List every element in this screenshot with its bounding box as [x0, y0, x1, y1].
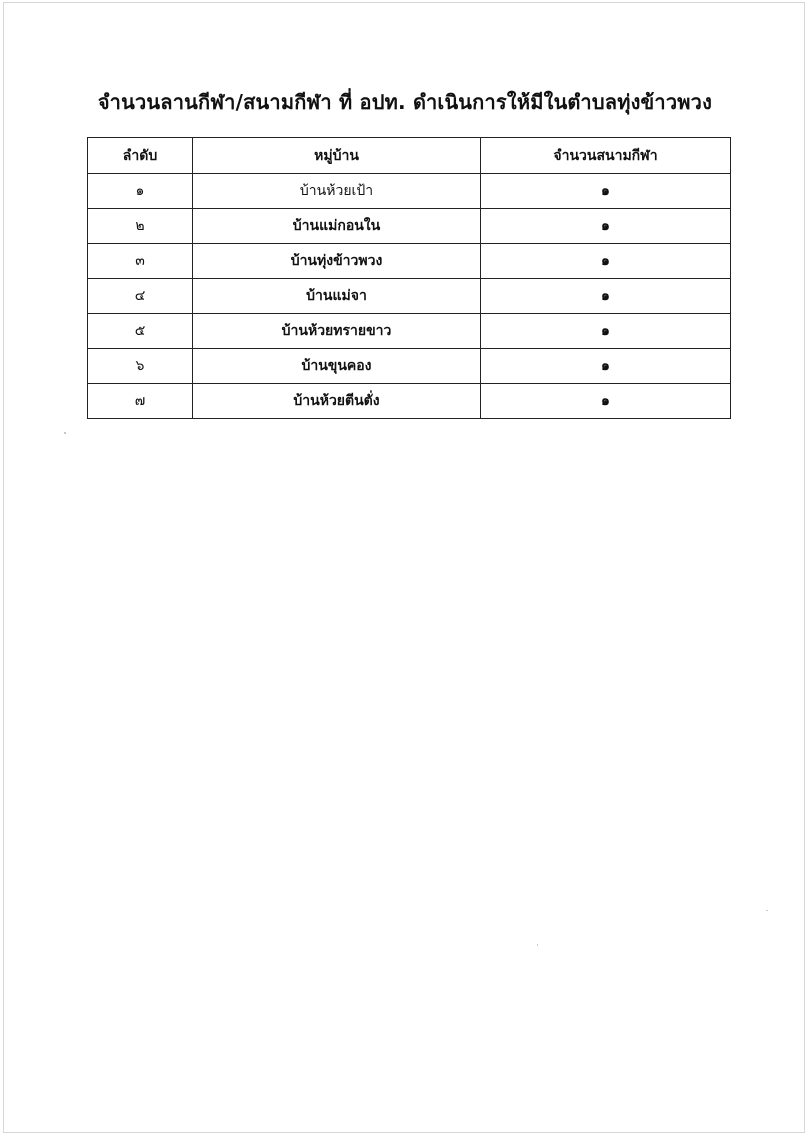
row-count: ๑	[481, 279, 731, 314]
scan-speck	[537, 944, 538, 946]
row-count: ๑	[481, 174, 731, 209]
row-count: ๑	[481, 349, 731, 384]
row-count: ๑	[481, 314, 731, 349]
row-no: ๖	[88, 349, 193, 384]
row-no: ๑	[88, 174, 193, 209]
row-village: บ้านห้วยเป้า	[193, 174, 481, 209]
row-count: ๑	[481, 209, 731, 244]
row-village: บ้านแม่จา	[193, 279, 481, 314]
header-no: ลำดับ	[88, 138, 193, 174]
row-no: ๒	[88, 209, 193, 244]
table-row	[88, 384, 731, 419]
row-count: ๑	[481, 384, 731, 419]
header-village: หมู่บ้าน	[193, 138, 481, 174]
row-no: ๔	[88, 279, 193, 314]
row-no: ๗	[88, 384, 193, 419]
row-count: ๑	[481, 244, 731, 279]
document-title: จำนวนลานกีฬา/สนามกีฬา ที่ อปท. ดำเนินการให้มีในตำบลทุ่งข้าวพวง	[97, 90, 713, 114]
table-row	[88, 244, 731, 279]
header-count: จำนวนสนามกีฬา	[481, 138, 731, 174]
row-no: ๓	[88, 244, 193, 279]
row-village: บ้านห้วยตีนตั่ง	[193, 384, 481, 419]
table-row	[88, 314, 731, 349]
row-village: บ้านขุนคอง	[193, 349, 481, 384]
table-row	[88, 349, 731, 384]
stadium-table	[87, 137, 731, 419]
table-row	[88, 279, 731, 314]
table-row	[88, 209, 731, 244]
row-no: ๕	[88, 314, 193, 349]
table-row	[88, 174, 731, 209]
row-village: บ้านห้วยทรายขาว	[193, 314, 481, 349]
scan-speck	[766, 910, 768, 911]
table-header-row	[88, 138, 731, 174]
scan-speck	[64, 432, 66, 434]
row-village: บ้านทุ่งข้าวพวง	[193, 244, 481, 279]
row-village: บ้านแม่กอนใน	[193, 209, 481, 244]
